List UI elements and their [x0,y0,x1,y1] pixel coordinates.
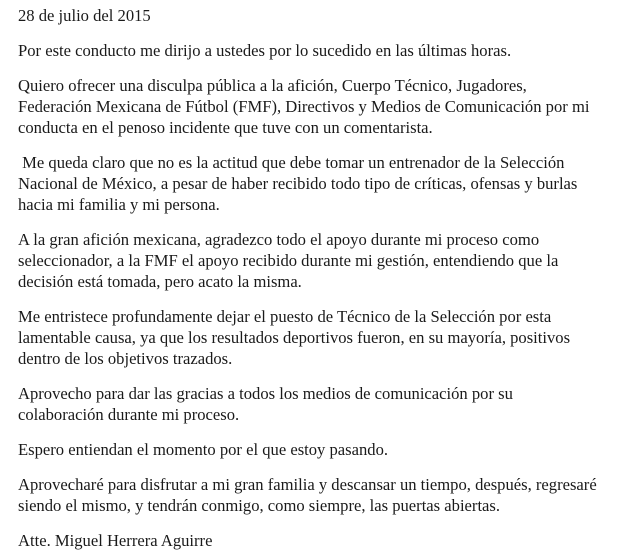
text-line: hacia mi familia y mi persona. [18,195,220,214]
letter-date: 28 de julio del 2015 [18,6,151,25]
text-line: decisión está tomada, pero acato la misma. [18,272,302,291]
text-line: Quiero ofrecer una disculpa pública a la afición, Cuerpo Técnico, Jugadores, [18,76,527,95]
text-line: Por este conducto me dirijo a ustedes por lo sucedido en las últimas horas. [18,41,512,60]
text-line: Federación Mexicana de Fútbol (FMF), Directivos y Medios de Comunicación por mi [18,97,590,116]
paragraph-closing [18,460,614,516]
text-line: Espero entiendan el momento por el que estoy pasando. [18,440,389,459]
paragraph-understanding [18,425,614,460]
signature-text: Atte. Miguel Herrera Aguirre [18,531,213,550]
text-line: Aprovecharé para disfrutar a mi gran familia y descansar un tiempo, después, regresaré [18,475,597,494]
text-line: A la gran afición mexicana, agradezco todo el apoyo durante mi proceso como [18,230,540,249]
text-line: dentro de los objetivos trazados. [18,349,233,368]
paragraph-opening [18,26,614,61]
text-line: seleccionador, a la FMF el apoyo recibido durante mi gestión, entendiendo que la [18,251,559,270]
paragraph-attitude [18,138,614,215]
text-line: Me entristece profundamente dejar el puesto de Técnico de la Selección por esta [18,307,552,326]
signature [18,516,614,551]
text-line: Nacional de México, a pesar de haber recibido todo tipo de críticas, ofensas y burlas [18,174,578,193]
text-line: colaboración durante mi proceso. [18,405,240,424]
letter-document [18,0,614,551]
text-line: lamentable causa, ya que los resultados deportivos fueron, en su mayoría, positivos [18,328,571,347]
text-line: Aprovecho para dar las gracias a todos los medios de comunicación por su [18,384,513,403]
paragraph-thanks-fans [18,215,614,292]
paragraph-apology [18,61,614,138]
paragraph-thanks-media [18,369,614,425]
text-line: conducta en el penoso incidente que tuve con un comentarista. [18,118,433,137]
text-line: siendo el mismo, y tendrán conmigo, como siempre, las puertas abiertas. [18,496,501,515]
paragraph-sadness [18,292,614,369]
text-line: Me queda claro que no es la actitud que debe tomar un entrenador de la Selección [18,153,565,172]
